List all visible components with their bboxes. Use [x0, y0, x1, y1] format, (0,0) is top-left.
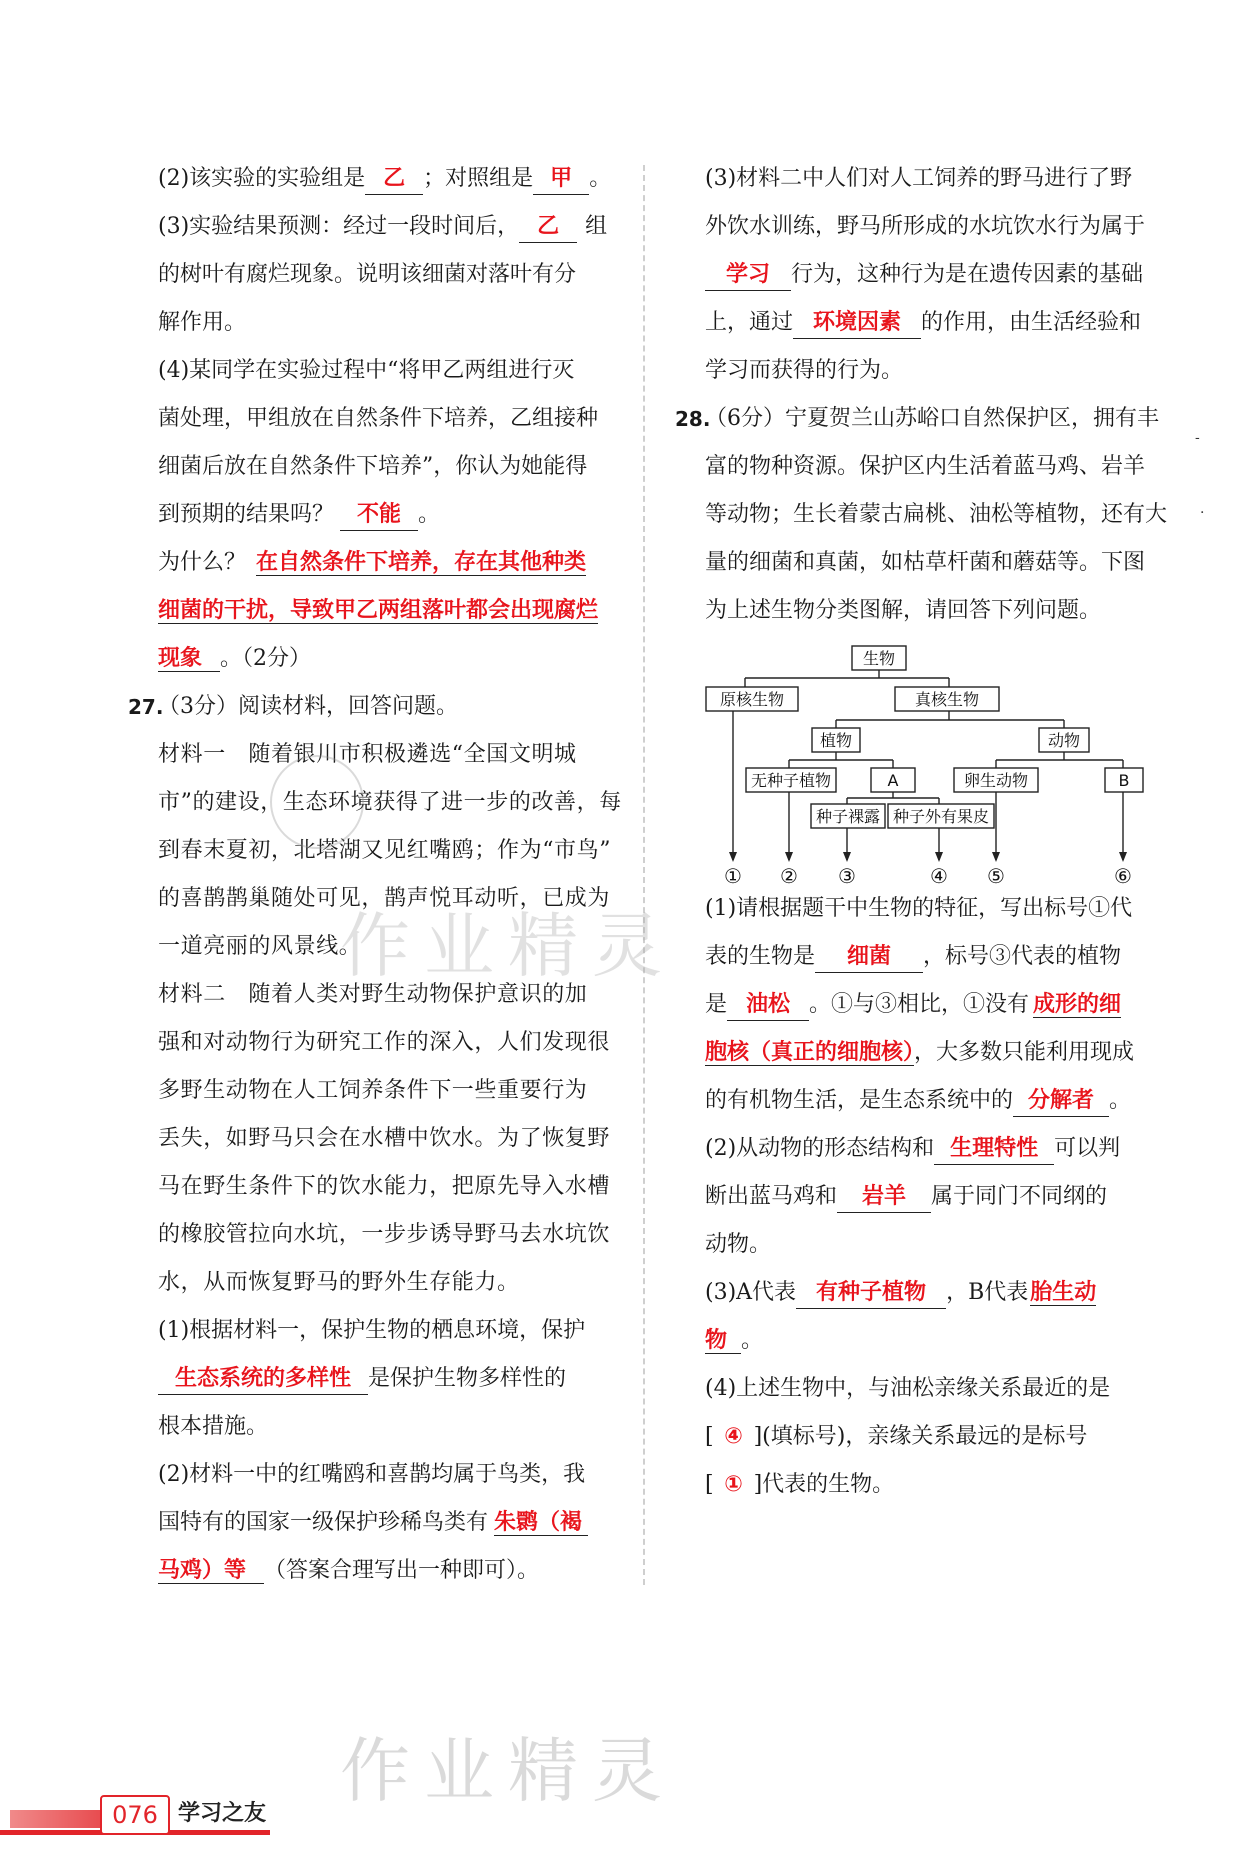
node-angiosperm: 种子外有果皮: [892, 807, 990, 826]
page-number: 076: [100, 1795, 170, 1835]
node-seedless-plant: 无种子植物: [750, 771, 832, 790]
q28-1-line4: [705, 1029, 1173, 1077]
q27-heading: [128, 683, 628, 731]
node-eukaryote: 真核生物: [914, 690, 980, 709]
leaf-number: ③: [838, 864, 856, 888]
question-number: 27.: [128, 695, 164, 719]
text-line: 量的细菌和真菌，如枯草杆菌和蘑菇等。下图: [705, 550, 1146, 575]
watermark-stamp: [270, 755, 364, 849]
material2-line: 强和对动物行为研究工作的深入，人们发现很: [158, 1030, 611, 1055]
leaf-number: ②: [780, 864, 798, 888]
text: 。: [418, 502, 441, 527]
material2-line: 多野生动物在人工饲养条件下一些重要行为: [158, 1078, 588, 1103]
answer-blank: 甲: [533, 164, 589, 195]
text: ，B代表: [946, 1280, 1029, 1305]
q27-3-line4: [705, 299, 1173, 347]
q26-4-line7: [158, 635, 628, 683]
node-animal: 动物: [1047, 731, 1081, 750]
material2-line: 水，从而恢复野马的野外生存能力。: [158, 1270, 520, 1295]
answer-text: ①: [724, 1472, 743, 1497]
text-line: 学习而获得的行为。: [705, 358, 904, 383]
text: [: [705, 1424, 714, 1449]
material1-line: 市”的建设，生态环境获得了进一步的改善，每: [158, 790, 622, 815]
answer-text: 细菌的干扰，导致甲乙两组落叶都会出现腐烂: [158, 598, 599, 623]
material2-line: 马在野生条件下的饮水能力，把原先导入水槽: [158, 1174, 611, 1199]
text: (3)实验结果预测：经过一段时间后，: [158, 214, 520, 239]
text-line: 富的物种资源。保护区内生活着蓝马鸡、岩羊: [705, 454, 1146, 479]
text: 属于同门不同纲的: [931, 1184, 1108, 1209]
q26-4-line4: [158, 491, 628, 539]
text-line: 菌处理，甲组放在自然条件下培养，乙组接种: [158, 406, 599, 431]
text-line: (4)上述生物中，与油松亲缘关系最近的是: [705, 1376, 1111, 1401]
brand-name: 学习之友: [178, 1801, 267, 1826]
node-oviparous: 卵生动物: [963, 771, 1029, 790]
text: 到预期的结果吗？: [158, 502, 335, 527]
text: 是: [705, 992, 728, 1017]
leaf-number: ⑥: [1114, 864, 1132, 888]
node-root: 生物: [862, 649, 896, 668]
scan-mark: -: [1195, 430, 1200, 446]
text: 行为，这种行为是在遗传因素的基础: [791, 262, 1144, 287]
text: （3分）阅读材料，回答问题。: [158, 694, 458, 719]
text: 。①与③相比，①没有: [809, 992, 1030, 1017]
q28-3-line2: [705, 1317, 1173, 1365]
q27-3-line3: [705, 251, 1173, 299]
text: 的有机物生活，是生态系统中的: [705, 1088, 1014, 1113]
text: 可以判: [1054, 1136, 1121, 1161]
text-line: (4)某同学在实验过程中“将甲乙两组进行灭: [158, 358, 575, 383]
answer-text: 胞核（真正的细胞核）: [705, 1040, 915, 1065]
answer-text: 物: [705, 1328, 741, 1354]
q28-4-line2: [705, 1413, 1173, 1461]
material1-line: 材料一 随着银川市积极遴选“全国文明城: [158, 742, 577, 767]
text-line: (3)材料二中人们对人工饲养的野马进行了野: [705, 166, 1133, 191]
classification-diagram: [705, 638, 1165, 888]
text-line: (2)材料一中的红嘴鸥和喜鹊均属于鸟类，我: [158, 1462, 586, 1487]
answer-text: 胎生动: [1030, 1280, 1097, 1305]
leaf-number: ⑤: [987, 864, 1005, 888]
text: 为什么？: [158, 550, 247, 575]
text-line: 根本措施。: [158, 1414, 269, 1439]
text-line: 为上述生物分类图解，请回答下列问题。: [705, 598, 1102, 623]
text: （6分）宁夏贺兰山苏峪口自然保护区，拥有丰: [705, 406, 1159, 431]
q27-1-answer-line: [158, 1355, 628, 1403]
q26-3-line1: [158, 203, 628, 251]
answer-text: 朱鹮（褐: [494, 1510, 588, 1536]
text: (3)A代表: [705, 1280, 797, 1305]
text: 是保护生物多样性的: [368, 1366, 567, 1391]
node-gymnosperm: 种子裸露: [815, 807, 881, 826]
column-divider: [643, 165, 645, 1585]
answer-text: 成形的细: [1033, 992, 1122, 1017]
q28-2-line2: [705, 1173, 1173, 1221]
q28-3-line1: [705, 1269, 1173, 1317]
text: 。: [589, 166, 612, 191]
answer-blank: 生态系统的多样性: [158, 1364, 368, 1395]
answer-blank: 油松: [727, 990, 809, 1021]
text: （答案合理写出一种即可）。: [264, 1558, 540, 1583]
answer-blank: 岩羊: [837, 1182, 931, 1213]
answer-text: ④: [724, 1424, 743, 1449]
text: 断出蓝马鸡和: [705, 1184, 838, 1209]
text: 。: [741, 1328, 764, 1353]
text-line: (1)根据材料一，保护生物的栖息环境，保护: [158, 1318, 586, 1343]
text-line: 的树叶有腐烂现象。说明该细菌对落叶有分: [158, 262, 577, 287]
answer-blank: 乙: [519, 212, 577, 243]
node-plant: 植物: [819, 731, 853, 750]
leaf-number: ④: [930, 864, 948, 888]
material1-line: 到春末夏初，北塔湖又见红嘴鸥；作为“市鸟”: [158, 838, 612, 863]
question-number: 28.: [675, 407, 711, 431]
material1-line: 一道亮丽的风景线。: [158, 934, 362, 959]
node-a: A: [887, 771, 899, 790]
text-line: 等动物；生长着蒙古扁桃、油松等植物，还有大: [705, 502, 1168, 527]
node-b: B: [1118, 771, 1130, 790]
leaf-number: ①: [724, 864, 742, 888]
q28-heading: [675, 395, 1173, 443]
text: 。: [1109, 1088, 1132, 1113]
q27-2-line2: [158, 1499, 628, 1547]
text: [: [705, 1472, 714, 1497]
material1-line: 的喜鹊鹊巢随处可见，鹊声悦耳动听，已成为: [158, 886, 611, 911]
q27-2-line3: [158, 1547, 628, 1595]
text: (2)该实验的实验组是: [158, 166, 366, 191]
q28-4-line3: [705, 1461, 1173, 1509]
q28-1-line5: [705, 1077, 1173, 1125]
node-prokaryote: 原核生物: [719, 690, 785, 709]
text: ；对照组是: [423, 166, 534, 191]
material2-line: 材料二 随着人类对野生动物保护意识的加: [158, 982, 588, 1007]
answer-text: 马鸡）等: [158, 1558, 264, 1584]
answer-text: 在自然条件下培养，存在其他种类: [256, 550, 587, 575]
watermark-text: 作业精灵: [340, 1730, 676, 1812]
text-line: (1)请根据题干中生物的特征，写出标号①代: [705, 896, 1133, 921]
text: ]代表的生物。: [753, 1472, 895, 1497]
text-line: 动物。: [705, 1232, 772, 1257]
answer-blank: 不能: [340, 500, 418, 531]
text: ，大多数只能利用现成: [914, 1040, 1135, 1065]
text: 上，通过: [705, 310, 794, 335]
answer-blank: 乙: [365, 164, 423, 195]
text-line: 细菌后放在自然条件下培养”，你认为她能得: [158, 454, 588, 479]
q26-4-line5: [158, 539, 628, 587]
text: ，标号③代表的植物: [923, 944, 1122, 969]
text-line: 解作用。: [158, 310, 247, 335]
answer-blank: 环境因素: [793, 308, 921, 339]
material2-line: 的橡胶管拉向水坑，一步步诱导野马去水坑饮: [158, 1222, 611, 1247]
answer-blank: 生理特性: [934, 1134, 1054, 1165]
scan-mark: ·: [1200, 505, 1205, 521]
text: 。（2分）: [220, 646, 312, 671]
text: (2)从动物的形态结构和: [705, 1136, 935, 1161]
watermark-text: 作业精灵: [340, 905, 676, 987]
text: 国特有的国家一级保护珍稀鸟类有: [158, 1510, 489, 1535]
material2-line: 丢失，如野马只会在水槽中饮水。为了恢复野: [158, 1126, 611, 1151]
q28-1-line3: [705, 981, 1173, 1029]
answer-text: 现象: [158, 646, 220, 672]
text-line: 外饮水训练，野马所形成的水坑饮水行为属于: [705, 214, 1146, 239]
text: 表的生物是: [705, 944, 816, 969]
answer-blank: 分解者: [1013, 1086, 1109, 1117]
left-column: [128, 155, 628, 1595]
q28-2-line1: [705, 1125, 1173, 1173]
text: ](填标号)，亲缘关系最远的是标号: [753, 1424, 1088, 1449]
answer-blank: 学习: [705, 260, 791, 291]
q26-4-line6: [158, 587, 628, 635]
q26-2-line: [158, 155, 628, 203]
text: 组: [585, 214, 608, 239]
q28-1-line2: [705, 933, 1173, 981]
text: 的作用，由生活经验和: [921, 310, 1142, 335]
answer-blank: 细菌: [815, 942, 923, 973]
answer-blank: 有种子植物: [796, 1278, 946, 1309]
